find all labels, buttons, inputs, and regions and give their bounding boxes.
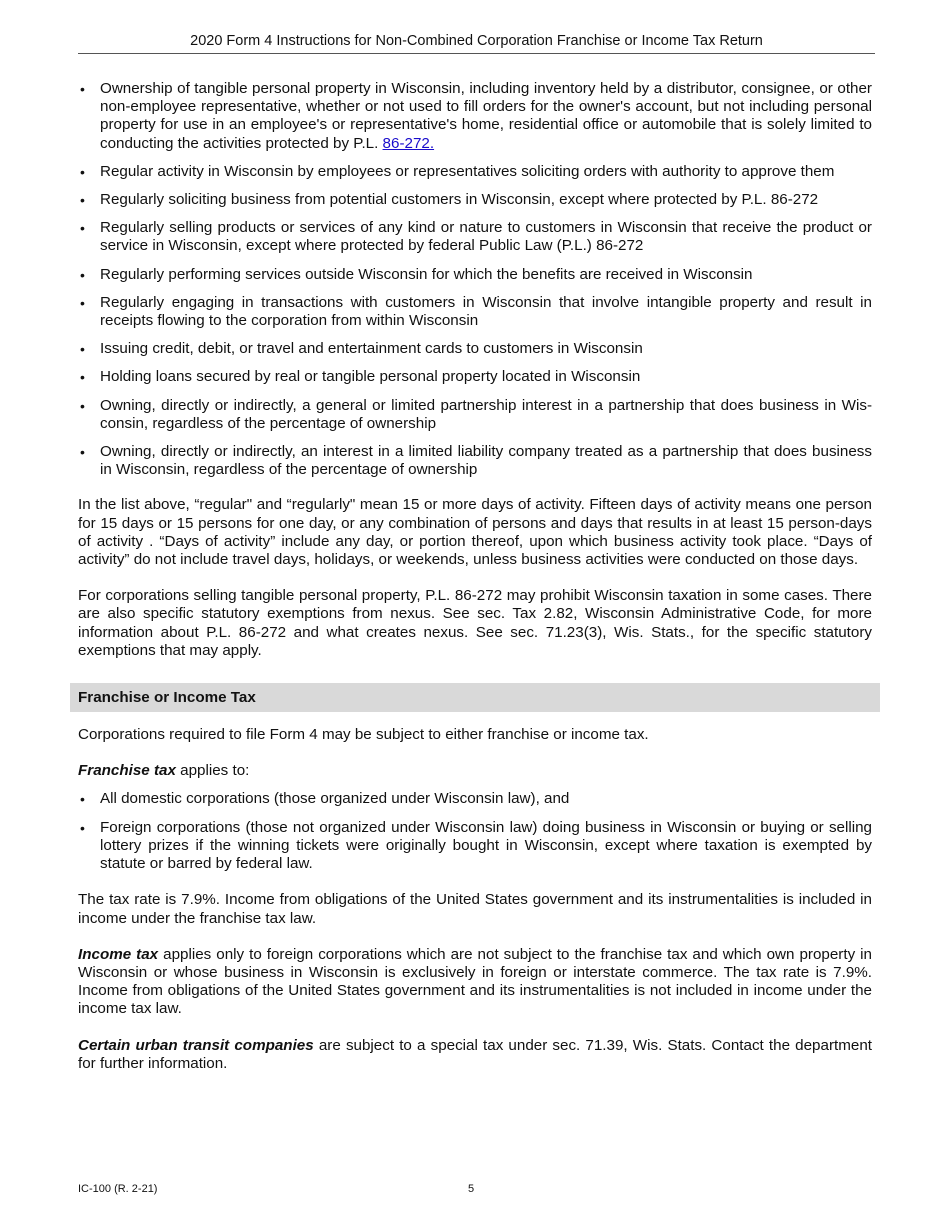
list-item: • Regularly engaging in transactions with customers in Wisconsin that involve intangible property and result in receipts flowing to the corporation from within Wisconsin (80, 293, 872, 330)
page-number: 5 (468, 1183, 475, 1195)
list-item: • Regular activity in Wisconsin by employees or representatives soliciting orders with authority to approve them (80, 162, 835, 180)
franchise-tax-list (78, 790, 872, 873)
regular-definition-paragraph: In the list above, “regular" and “regularly" mean 15 or more days of activity. Fifteen days of activity means one person for 15 days or 15 persons for one day, or any combination of persons and days that results in at least 15 person-days of activity . “Days of activity” include any day, or portion thereof, upon which business activity took place. “Days of activity” do not include travel days, holidays, or weekends, unless business activities were conducted on those days. (78, 496, 872, 569)
income-tax-paragraph (78, 946, 872, 1019)
urban-transit-paragraph (78, 1037, 872, 1073)
franchise-tax-text: applies to: (175, 762, 250, 780)
form-id: IC-100 (R. 2-21) (78, 1183, 158, 1195)
bullet-icon: • (80, 294, 85, 311)
list-item: • Ownership of tangible personal property in Wisconsin, including inventory held by a distributor, consignee, or other non-employee representative, whether or not used to fill orders for the owner's account, but not including personal property for use in an employee's or representative's home, residential office or automobile that is solely limited to conducting the activities protected by P.L. 86-272. (80, 80, 872, 152)
list-item: • Foreign corporations (those not organized under Wisconsin law) doing business in Wisconsin or buying or selling lottery prizes if the winning tickets were originally bought in Wisconsin, except where taxation is exempted by statute or barred by federal law. (80, 818, 872, 873)
bullet-icon: • (80, 397, 85, 414)
bullet-icon: • (80, 266, 85, 283)
income-tax-label: Income tax (78, 945, 159, 963)
tax-rate-paragraph: The tax rate is 7.9%. Income from obligations of the United States government and its instrumentalities is included in income under the franchise tax law. (78, 891, 872, 927)
page-content (78, 80, 872, 1073)
page-header: 2020 Form 4 Instructions for Non-Combined Corporation Franchise or Income Tax Return (78, 32, 875, 54)
bullet-icon: • (80, 341, 85, 358)
bullet-icon: • (80, 81, 85, 97)
pl-86-272-paragraph: For corporations selling tangible personal property, P.L. 86-272 may prohibit Wisconsin taxation in some cases. There are also specific statutory exemptions from nexus. See sec. Tax 2.82, Wisconsin Administrative Code, for more information about P.L. 86-272 and what creates nexus. See sec. 71.23(3), Wis. Stats., for the specific statutory exemptions that may apply. (78, 587, 872, 659)
list-item: • Regularly soliciting business from potential customers in Wisconsin, except where protected by P.L. 86-272 (80, 191, 819, 209)
list-item: • Issuing credit, debit, or travel and entertainment cards to customers in Wisconsin (80, 340, 643, 358)
bullet-icon: • (80, 220, 85, 237)
section-heading: Franchise or Income Tax (70, 683, 880, 712)
bullet-icon: • (80, 791, 85, 808)
section-intro-paragraph: Corporations required to file Form 4 may be subject to either franchise or income tax. (78, 726, 649, 744)
list-item: • Regularly selling products or services of any kind or nature to customers in Wisconsin that receive the product or service in Wisconsin, except where protected by federal Public Law (P.L.) 86-272 (80, 219, 872, 255)
list-item: • All domestic corporations (those organized under Wisconsin law), and (80, 790, 570, 808)
income-tax-text: applies only to foreign corporations which are not subject to the franchise tax and which own property in Wisconsin or whose business in Wisconsin is exclusively in foreign or interstate commerce. The tax rate is 7.9%. Income from obligations of the United States government and its instrumentalities is not included in income under the income tax law. (78, 945, 872, 1018)
urban-transit-label: Certain urban transit companies (78, 1036, 314, 1054)
bullet-icon: • (80, 369, 85, 386)
list-item: • Regularly performing services outside Wisconsin for which the benefits are received in Wisconsin (80, 265, 753, 283)
franchise-tax-label: Franchise tax (78, 762, 176, 780)
nexus-activity-list (78, 80, 872, 479)
list-item: • Owning, directly or indirectly, an interest in a limited liability company treated as a partnership that does business in Wisconsin, regardless of the percentage of ownership (80, 443, 872, 479)
bullet-icon: • (80, 444, 85, 461)
franchise-tax-paragraph (78, 762, 872, 780)
list-item: • Owning, directly or indirectly, a general or limited partnership interest in a partnership that does business in Wisconsin, regardless of the percentage of ownership (80, 396, 872, 432)
list-item: • Holding loans secured by real or tangible personal property located in Wisconsin (80, 368, 641, 386)
urban-transit-text: are subject to a special tax under sec. 71.39, Wis. Stats. Contact the department for further information. (78, 1036, 872, 1072)
pl-86-272-link[interactable]: 86-272. (382, 134, 435, 152)
bullet-icon: • (80, 163, 85, 180)
bullet-icon: • (80, 819, 85, 836)
bullet-icon: • (80, 192, 85, 209)
